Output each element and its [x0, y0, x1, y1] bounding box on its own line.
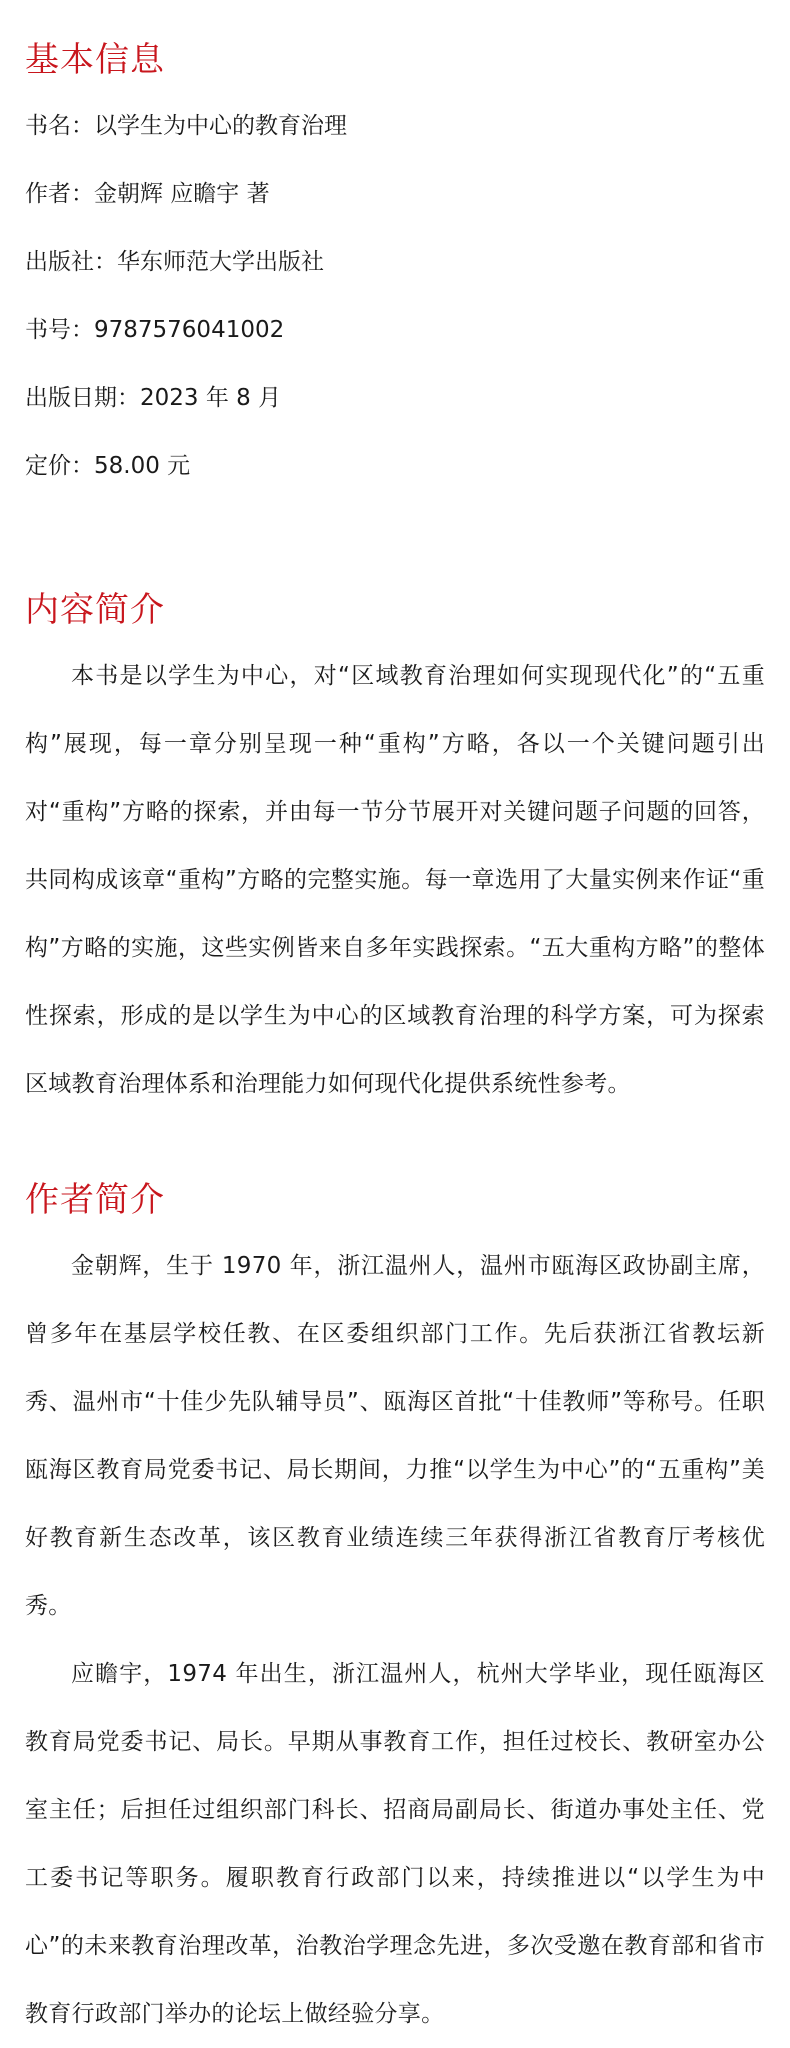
summary-section — [25, 578, 765, 1118]
author-heading: 作者简介 — [25, 1180, 165, 1220]
basic-info-heading: 基本信息 — [25, 40, 165, 80]
summary-paragraph: 本书是以学生为中心，对“区域教育治理如何实现现代化”的“五重构”展现，每一章分别呈现一种“重构”方略，各以一个关键问题引出对“重构”方略的探索，并由每一节分节展开对关键问题子问题的回答，共同构成该章“重构”方略的完整实施。每一章选用了大量实例来作证“重构”方略的实施，这些实例皆来自多年实践探索。“五大重构方略”的整体性探索，形成的是以学生为中心的区域教育治理的科学方案，可为探索区域教育治理体系和治理能力如何现代化提供系统性参考。 — [25, 663, 765, 1097]
author-section — [25, 1168, 765, 2048]
summary-heading: 内容简介 — [25, 590, 165, 630]
publish-date-row: 出版日期：2023 年 8 月 — [25, 385, 282, 411]
author-row: 作者：金朝辉 应瞻宇 著 — [25, 181, 270, 207]
book-title-row: 书名：以学生为中心的教育治理 — [25, 113, 347, 139]
publisher-row: 出版社：华东师范大学出版社 — [25, 249, 324, 275]
author-bio-paragraph: 应瞻宇，1974 年出生，浙江温州人，杭州大学毕业，现任瓯海区教育局党委书记、局长。早期从事教育工作，担任过校长、教研室办公室主任；后担任过组织部门科长、招商局副局长、街道办事处主任、党工委书记等职务。履职教育行政部门以来，持续推进以“以学生为中心”的未来教育治理改革，治教治学理念先进，多次受邀在教育部和省市教育行政部门举办的论坛上做经验分享。 — [25, 1661, 765, 2027]
author-bio-paragraph: 金朝辉，生于 1970 年，浙江温州人，温州市瓯海区政协副主席，曾多年在基层学校任教、在区委组织部门工作。先后获浙江省教坛新秀、温州市“十佳少先队辅导员”、瓯海区首批“十佳教师”等称号。任职瓯海区教育局党委书记、局长期间，力推“以学生为中心”的“五重构”美好教育新生态改革，该区教育业绩连续三年获得浙江省教育厅考核优秀。 — [25, 1253, 765, 1619]
isbn-row: 书号：9787576041002 — [25, 317, 285, 343]
basic-info-section — [25, 28, 765, 500]
basic-info-list — [25, 92, 765, 500]
price-row: 定价：58.00 元 — [25, 453, 191, 479]
